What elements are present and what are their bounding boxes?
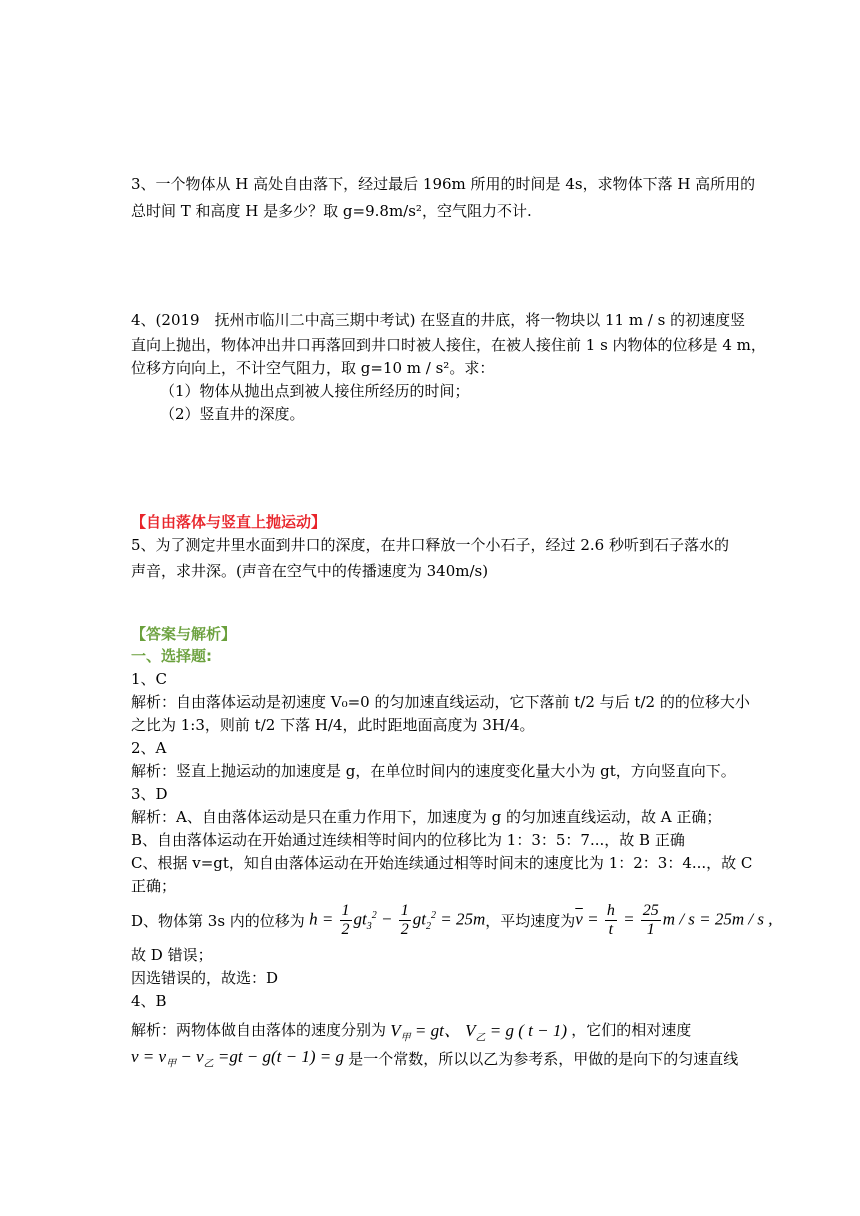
a3-answer: 3、D [131, 785, 168, 803]
q4-line1: 4、(2019 抚州市临川二中高三期中考试) 在竖直的井底，将一物块以 11 m / s 的初速度竖 [131, 311, 746, 329]
q5-line1: 5、为了测定井里水面到井口的深度，在井口释放一个小石子，经过 2.6 秒听到石子落水的 [131, 536, 729, 554]
section-heading: 【自由落体与竖直上抛运动】 [131, 513, 327, 531]
a4-exp2-suffix: 是一个常数，所以以乙为参考系，甲做的是向下的匀速直线 [348, 1049, 739, 1068]
q3-line2: 总时间 T 和高度 H 是多少？取 g=9.8m/s²，空气阻力不计. [131, 202, 532, 220]
a1-answer: 1、C [131, 670, 168, 688]
a3-exp2: B、自由落体运动在开始通过连续相等时间内的位移比为 1：3：5：7...，故 B 正确 [131, 831, 685, 849]
a4-exp2 [131, 1047, 738, 1069]
a1-exp1: 解析：自由落体运动是初速度 V₀=0 的匀加速直线运动，它下落前 t/2 与后 t/2 的的位移大小 [131, 693, 750, 711]
a4-exp1-suffix: ，它们的相对速度 [571, 1021, 692, 1040]
a3-exp1: 解析：A、自由落体运动是只在重力作用下，加速度为 g 的匀加速直线运动，故 A 正确； [131, 808, 722, 826]
formula-velocities: $V_甲$ = gt、 $V_乙 = g$ ( t − 1) [386, 1021, 572, 1044]
a3-exp5-mid: ，平均速度为 [485, 912, 576, 930]
a3-exp3: C、根据 v=gt，知自由落体运动在开始连续通过相等时间末的速度比为 1：2：3：4...，故 C [131, 854, 753, 872]
q4-sub2: （2）竖直井的深度。 [160, 405, 305, 423]
formula-displacement: h = $\frac{1}{2}$ $gt_3^2$ − $\frac{1}{2}$ $gt_2^2 = 25m$ [304, 902, 486, 938]
a3-exp6: 故 D 错误； [131, 946, 213, 964]
formula-average-velocity: $\overline{v}$ = $\frac{h}{t}$ = $\frac{25}{1}$ m / s = 25m / s , [575, 902, 773, 938]
a1-exp2: 之比为 1:3，则前 t/2 下落 H/4，此时距地面高度为 3H/4。 [131, 716, 535, 734]
a2-answer: 2、A [131, 739, 167, 757]
q5-line2: 声音，求井深。(声音在空气中的传播速度为 340m/s) [131, 562, 489, 580]
q4-line3: 位移方向向上，不计空气阻力，取 g=10 m / s²。求： [131, 359, 495, 377]
a3-exp5-prefix: D、物体第 3s 内的位移为 [131, 912, 305, 930]
formula-relative-velocity: $v = v_甲 - v_乙 =gt - g(t - 1) = g$ [131, 1047, 349, 1070]
a3-exp5 [131, 902, 773, 939]
q4-sub1: （1）物体从抛出点到被人接住所经历的时间； [160, 382, 470, 400]
part1-heading: 一、选择题: [131, 647, 212, 665]
a2-exp1: 解析：竖直上抛运动的加速度是 g，在单位时间内的速度变化量大小为 gt，方向竖直向下。 [131, 762, 736, 780]
a3-exp7: 因选错误的，故选：D [131, 969, 279, 987]
a4-exp1-prefix: 解析：两物体做自由落体的速度分别为 [131, 1021, 387, 1040]
q3-line1: 3、一个物体从 H 高处自由落下，经过最后 196m 所用的时间是 4s，求物体下落 H 高所用的 [131, 175, 756, 193]
answers-heading: 【答案与解析】 [131, 625, 237, 643]
a4-answer: 4、B [131, 992, 167, 1010]
a4-exp1 [131, 1016, 691, 1043]
q4-line2: 直向上抛出，物体冲出井口再落回到井口时被人接住，在被人接住前 1 s 内物体的位移是 4 m， [131, 336, 766, 354]
a3-exp4: 正确； [131, 877, 177, 895]
